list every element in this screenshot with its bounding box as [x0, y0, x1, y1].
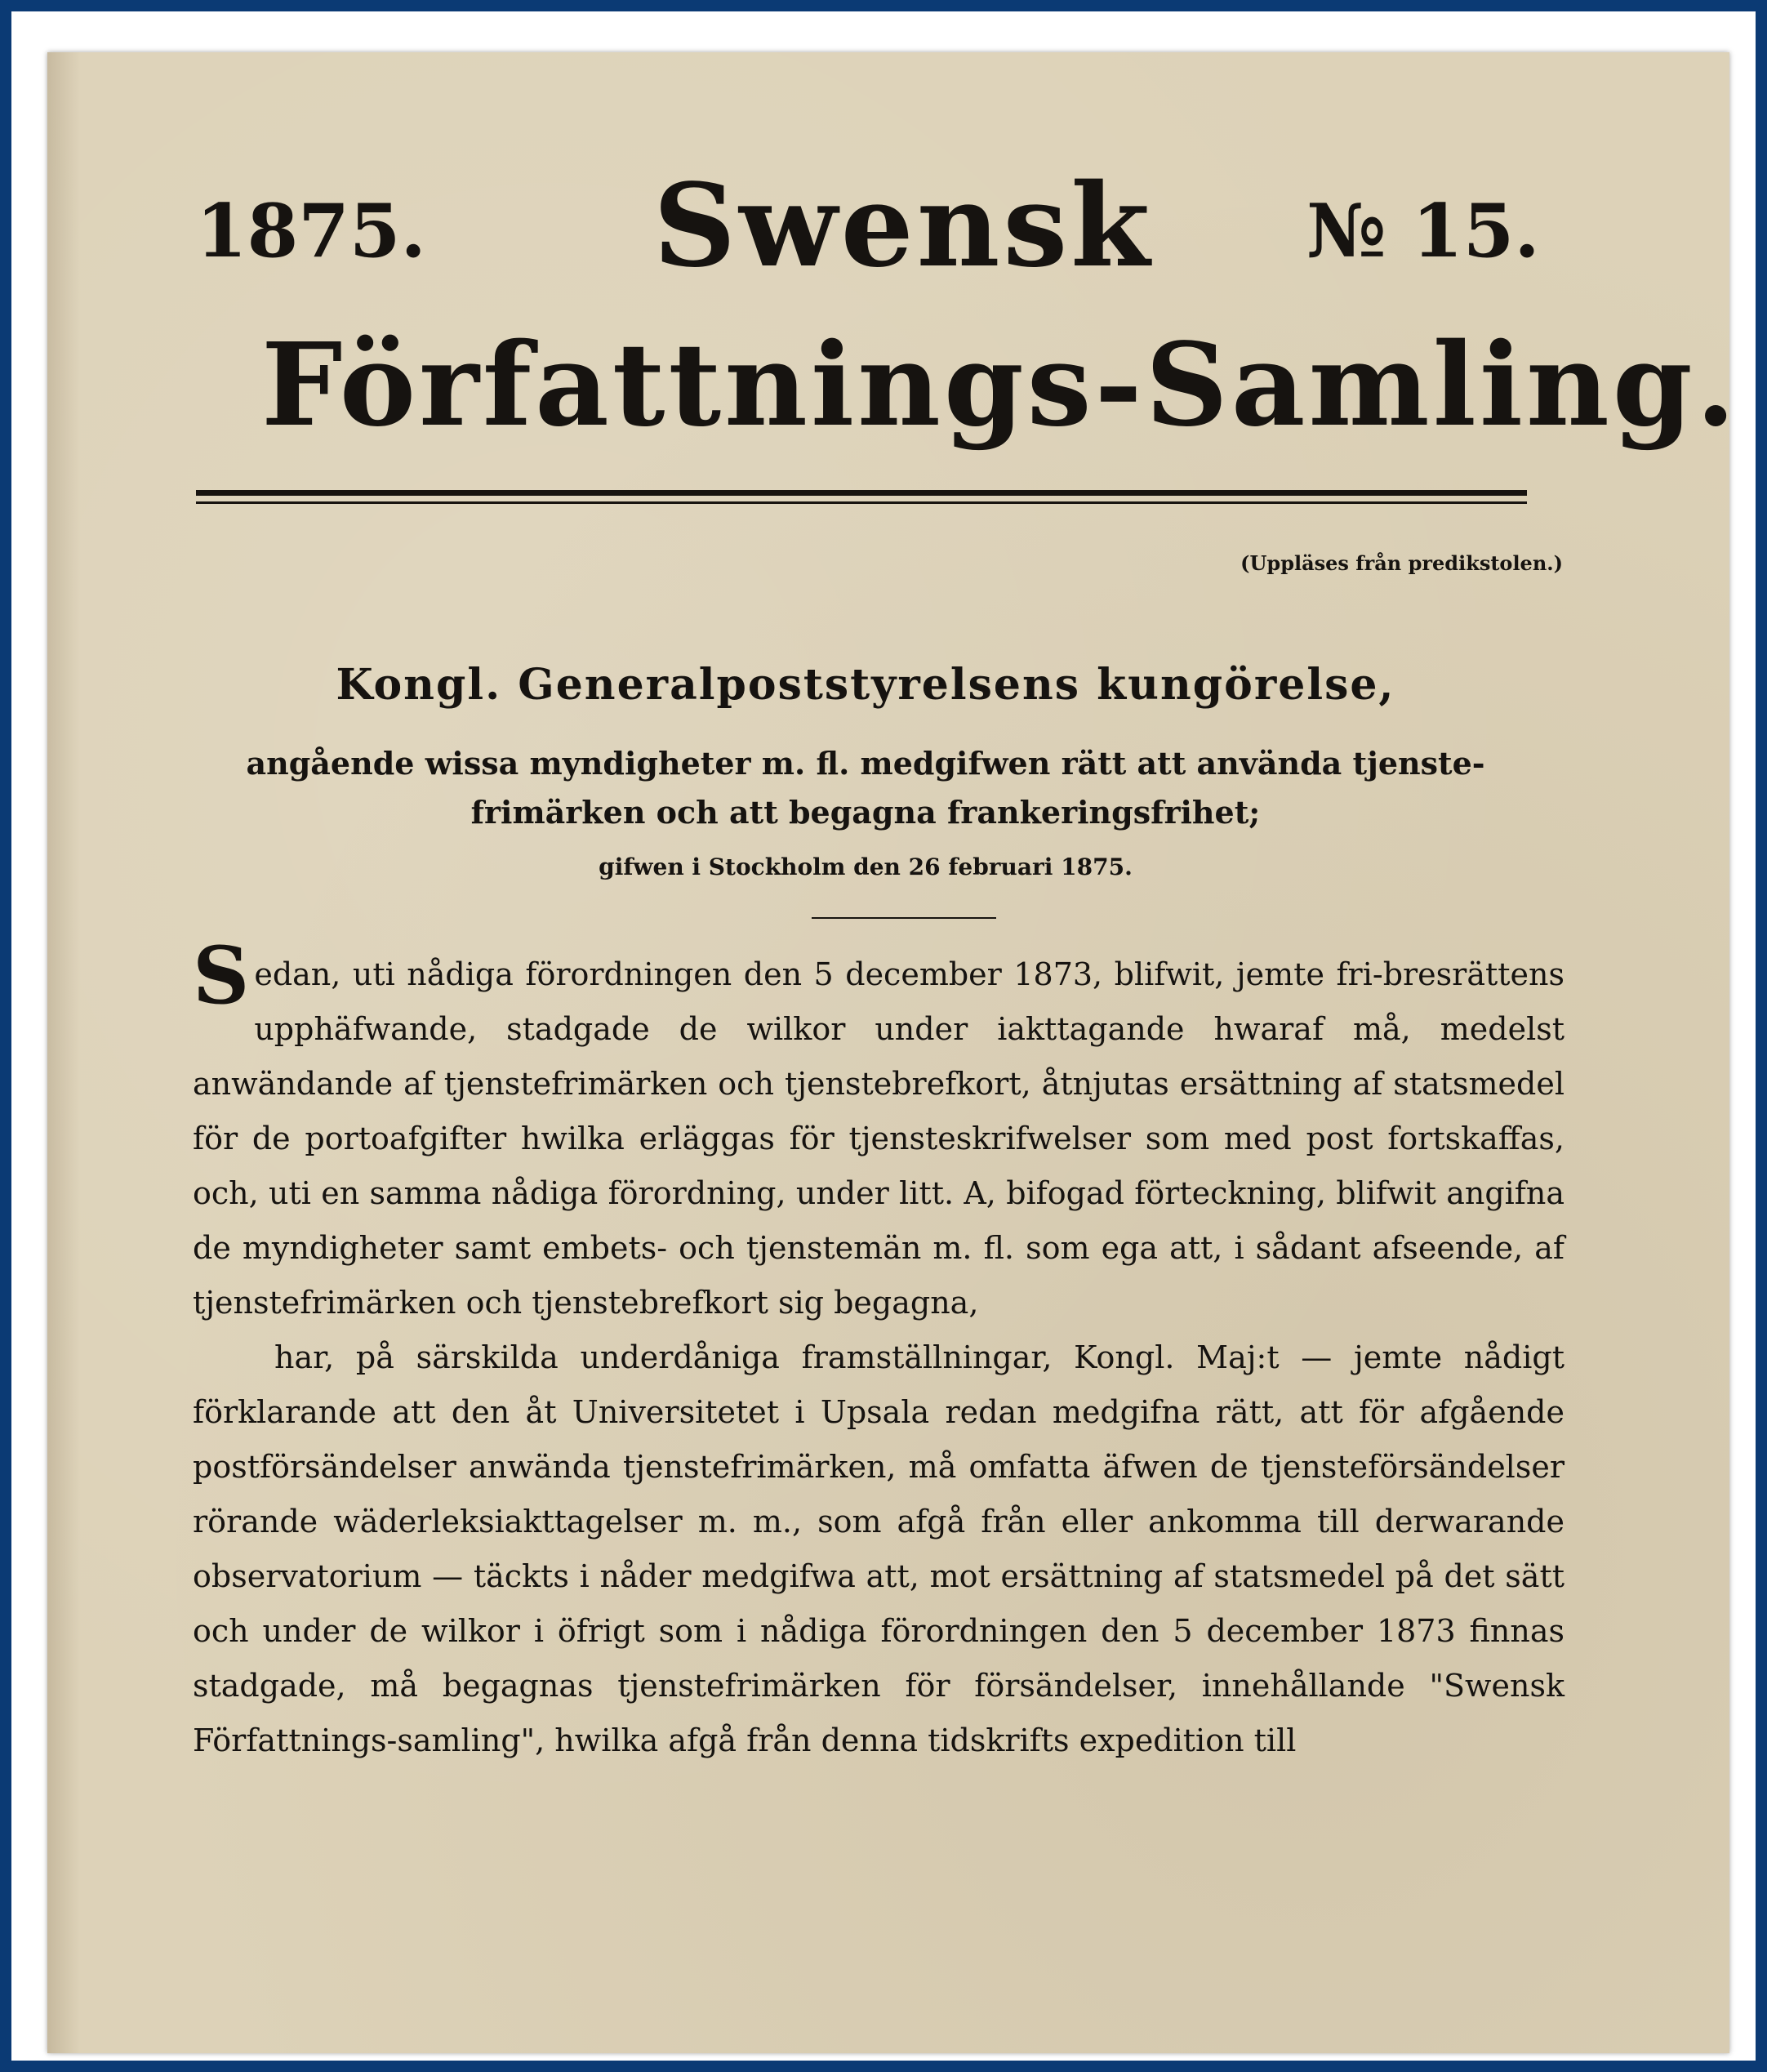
masthead-rule-thin	[196, 501, 1527, 504]
decree-body	[193, 929, 1564, 1768]
body-paragraph-1-text: edan, uti nådiga förordningen den 5 december 1873, blifwit, jemte fri-bresrättens upphäfwande, stadgade de wilkor under iakttagande hwaraf må, medelst anwändande af tjenstefrimärken och tjenstebrefkort, åtnjutas ersättning af statsmedel för de portoafgifter hwilka erläggas för tjensteskrifwelser som med post fortskaffas, och, uti en samma nådiga förordning, under litt. A, bifogad förteckning, blifwit angifna de myndigheter samt embets- och tjenstemän m. fl. som ega att, i sådant afseende, af tjenstefrimärken och tjenstebrefkort sig begagna,	[193, 956, 1564, 1321]
decree-subtitle: angående wissa myndigheter m. fl. medgifwen rätt att använda tjenste-frimärken och att begagna frankeringsfrihet;	[246, 745, 1485, 831]
section-divider	[812, 917, 996, 919]
drop-cap: S	[193, 929, 250, 1022]
masthead-rule-thick	[196, 490, 1527, 496]
masthead-year: 1875.	[196, 188, 426, 274]
masthead-title-line1: Swensk	[653, 159, 1154, 293]
body-paragraph-1	[193, 929, 1564, 1330]
decree-title: Kongl. Generalpoststyrelsens kungörelse,	[336, 660, 1395, 710]
decree-date: gifwen i Stockholm den 26 februari 1875.	[599, 853, 1133, 880]
masthead-title-line2: Författnings-Samling.	[261, 319, 1739, 452]
masthead-issue-number: № 15.	[1306, 188, 1540, 274]
pulpit-note: (Uppläses från predikstolen.)	[1240, 551, 1563, 575]
body-paragraph-2: har, på särskilda underdåniga framställningar, Kongl. Maj:t — jemte nådigt förklarande att den åt Universitetet i Upsala redan medgifna rätt, att för afgående postförsändelser anwända tjenstefrimärken, må omfatta äfwen de tjensteförsändelser rörande wäderleksiakttagelser m. m., som afgå från eller ankomma till derwarande observatorium — täckts i nåder medgifwa att, mot ersättning af statsmedel på det sätt och under de wilkor i öfrigt som i nådiga förordningen den 5 december 1873 finnas stadgade, må begagnas tjenstefrimärken för försändelser, innehållande "Swensk Författnings-samling", hwilka afgå från denna tidskrifts expedition till	[193, 1339, 1564, 1758]
